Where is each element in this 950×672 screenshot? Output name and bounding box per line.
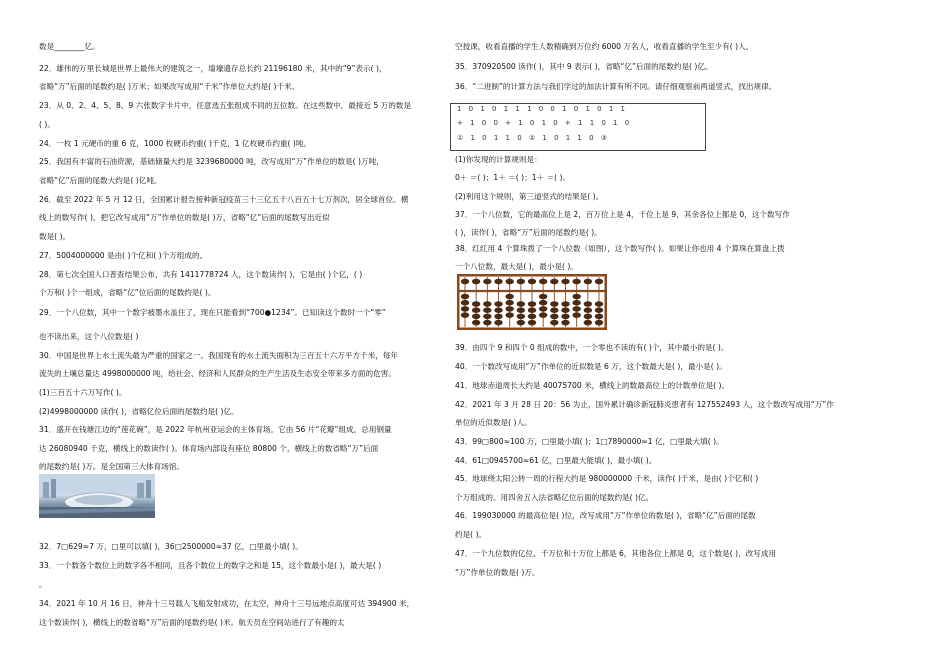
- q38-line1: 38．红红用 4 个算珠拨了一个八位数（如图），这个数写作( )。如果让你也用 4 个算珠在算盘上拨: [455, 244, 785, 253]
- abacus-bead: [539, 306, 547, 312]
- q47-line1: 47．一个九位数的亿位、千万位和十万位上都是 6，其他各位上都是 0，这个数是( )，改写成用: [455, 549, 777, 558]
- q24-line: 24．一枚 1 元硬币的重 6 克，1000 枚硬币约重( )千克，1 亿枚硬币约重( )吨。: [39, 139, 312, 148]
- q35-line: 35．370920500 读作( )，其中 9 表示( )，省略“亿”后面的尾数约是( )亿。: [455, 62, 713, 71]
- q34-line3: 空授课，收看直播的学生人数精确到万位约 6000 万名人，收看直播的学生至少有( )人。: [455, 42, 754, 51]
- abacus-bead: [517, 301, 525, 307]
- abacus-bead: [505, 306, 513, 312]
- q31-line1: 31．盛开在钱塘江边的“莲花碗”，是 2022 年杭州亚运会的主体育场。它由 56 片“花瓣”组成，总用钢量: [39, 425, 392, 434]
- abacus-bead: [472, 307, 480, 313]
- abacus-bead: [561, 301, 569, 307]
- abacus-bead: [505, 300, 513, 306]
- q33-line2: 。: [39, 580, 47, 589]
- abacus-bead: [461, 300, 469, 306]
- q37-line2: ( )，读作( )，省略“万”后面的尾数约是( )。: [455, 228, 602, 237]
- abacus-bead: [539, 312, 547, 318]
- abacus-bead: [472, 279, 480, 285]
- abacus-bead: [528, 301, 536, 307]
- abacus-bead: [461, 279, 469, 285]
- q25-line2: 省略“亿”后面的尾数大约是( )亿吨。: [39, 176, 162, 185]
- abacus-bead: [483, 320, 491, 326]
- abacus-bead: [461, 306, 469, 312]
- text-line: 数是________亿。: [39, 42, 100, 51]
- abacus-bead: [461, 312, 469, 318]
- abacus-bead: [572, 306, 580, 312]
- abacus-bead: [584, 279, 592, 285]
- abacus-bead: [528, 307, 536, 313]
- q34-line1: 34．2021 年 10 月 16 日，神舟十三号载人飞船发射成功，在太空，神舟十三号远地点高度可达 394900 米，: [39, 599, 415, 608]
- abacus-bead: [528, 314, 536, 320]
- abacus-bead: [494, 320, 502, 326]
- q30-line2: 流失的土壤总量达 4998000000 吨，给社会、经济和人民群众的生产生活及生态安全带来多方面的危害。: [39, 369, 396, 378]
- abacus-bead: [461, 294, 469, 300]
- q46-line2: 约是( )。: [455, 530, 487, 539]
- binary-row-3: ① 1 0 1 1 0 ② 1 0 1 1 0 ③: [457, 134, 610, 142]
- q45-line2: 个万组成的。用四舍五入法省略亿位后面的尾数约是( )亿。: [455, 493, 654, 502]
- abacus-bead: [494, 307, 502, 313]
- abacus-bead: [483, 307, 491, 313]
- q36-line: 36．“二进制”的计算方法与我们学过的加法计算有所不同。请仔细观察前两道竖式，找出规律。: [455, 82, 777, 91]
- abacus-bead: [483, 301, 491, 307]
- q42-line1: 42．2021 年 3 月 28 日 20：56 为止，国外累计确诊新冠肺炎患者有 127552493 人，这个数改写成用“万”作: [455, 400, 834, 409]
- q47-line2: “万”作单位的数是( )万。: [455, 568, 540, 577]
- abacus-bead: [517, 314, 525, 320]
- stadium-photo: [39, 474, 155, 518]
- abacus-bead: [505, 279, 513, 285]
- abacus-bead: [584, 301, 592, 307]
- abacus-bead: [539, 279, 547, 285]
- q34-line2: 这个数读作( )，横线上的数省略“万”后面的尾数约是( )米。航天员在空间站进行了有趣的太: [39, 618, 345, 627]
- abacus-bead: [572, 300, 580, 306]
- q26-line1: 26．截至 2022 年 5 月 12 日，全国累计报告接种新冠疫苗三十三亿五千八百五十七万剂次，居全球首位。横: [39, 195, 409, 204]
- q26-line2: 线上的数写作( )，把它改写成用“万”作单位的数是( )万，省略“亿”后面的尾数写出近似: [39, 213, 330, 222]
- q41-line: 41．地球赤道周长大约是 40075700 米，横线上的数最高位上的计数单位是( )。: [455, 381, 730, 390]
- q38-line2: 一个八位数，最大是( )，最小是( )。: [455, 262, 578, 271]
- abacus-bead: [584, 307, 592, 313]
- abacus-bead: [472, 320, 480, 326]
- q32-line: 32．7□629≈7 万，□里可以填( )，36□2500000≈37 亿，□里最小填( )。: [39, 542, 303, 551]
- abacus-bead: [561, 320, 569, 326]
- q46-line1: 46．199030000 的最高位是( )位，改写成用“万”作单位的数是( )，省略“亿”后面的尾数: [455, 511, 756, 520]
- abacus-bead: [572, 312, 580, 318]
- q28-line2: 个万和( )个一组成，省略“亿”位后面的尾数约是( )。: [39, 288, 216, 297]
- q30-line1: 30．中国是世界上水土流失最为严重的国家之一。我国现有的水土流失面积为三百五十六万平方千米，每年: [39, 351, 398, 360]
- abacus-bead: [595, 301, 603, 307]
- q30-sub2: (2)4998000000 读作( )，省略亿位后面的尾数约是( )亿。: [39, 407, 239, 416]
- q26-line3: 数是( )。: [39, 232, 71, 241]
- q39-line: 39．由四个 9 和四个 0 组成的数中，一个零也不读的有( )个，其中最小的是( )。: [455, 343, 729, 352]
- stadium-illustration: [39, 474, 155, 518]
- abacus-bead: [528, 320, 536, 326]
- q23-line2: ( )。: [39, 120, 55, 129]
- q22-line2: 省略“万”后面的尾数约是( )万米；如果改写成用“千米”作单位大约是( )千米。: [39, 82, 300, 91]
- q27-line: 27．5004000000 是由( )个亿和( )个万组成的。: [39, 251, 208, 260]
- abacus-bead: [595, 279, 603, 285]
- abacus-bead: [539, 294, 547, 300]
- q36-rules: 0＋ ＝( )；1＋ ＝( )；1＋ ＝( )。: [455, 173, 571, 182]
- abacus-bead: [595, 320, 603, 326]
- q30-sub1: (1)三百五十六万写作( )。: [39, 388, 127, 397]
- abacus-bead: [494, 279, 502, 285]
- q31-line2: 达 26080940 千克，横线上的数读作( )。体育场内部设有座位 80800 个，横线上的数省略“万”后面: [39, 444, 379, 453]
- q36-sub1: (1)你发现的计算规则是：: [455, 155, 542, 164]
- q25-line1: 25．我国有丰富的石油资源，基础储量大约是 3239680000 吨，改写成用“万”作单位的数是( )万吨，: [39, 157, 384, 166]
- q40-line: 40．一个数改写成用“万”作单位的近似数是 6 万，这个数最大是( )，最小是( )。: [455, 362, 727, 371]
- abacus-bead: [517, 279, 525, 285]
- abacus-bead: [505, 312, 513, 318]
- abacus-bead: [505, 294, 513, 300]
- abacus-rods: [461, 277, 603, 327]
- q22-line1: 22．雄伟的万里长城是世界上最伟大的建筑之一，墙壕遗存总长约 21196180 米，其中的“9”表示( )，: [39, 64, 387, 73]
- abacus-bead: [472, 301, 480, 307]
- abacus-bead: [595, 314, 603, 320]
- q33-line1: 33．一个数各个数位上的数字各不相同，且各个数位上的数字之和是 15，这个数最小是( )，最大是( ): [39, 561, 382, 570]
- abacus-bead: [472, 314, 480, 320]
- q23-line1: 23．从 0、2、4、5、8、9 六张数字卡片中，任意选五张组成不同的五位数。在这些数中，最接近 5 万的数是: [39, 101, 412, 110]
- q45-line1: 45．地球绕太阳公转一周的行程大约是 980000000 千米，读作( )千米，是由( )个亿和( ): [455, 474, 759, 483]
- binary-row-2: + 1 0 0 + 1 0 1 0 + 1 1 0 1 0: [457, 119, 632, 127]
- q31-line3: 的尾数约是( )万。是全国第三大体育场馆。: [39, 462, 185, 471]
- q43-line: 43．99□800≈100 万，□里最小填( )；1□7890000≈1 亿，□里最大填( )。: [455, 437, 724, 446]
- q29-line1: 29．一个八位数，其中一个数字被墨水盖住了，现在只能看到“700●1234”。已知读这个数时一个“零”: [39, 308, 386, 317]
- abacus-bead: [539, 300, 547, 306]
- abacus-bead: [517, 307, 525, 313]
- q37-line1: 37．一个八位数，它的最高位上是 2，百万位上是 4，千位上是 9，其余各位上都是 0，这个数写作: [455, 210, 790, 219]
- abacus-bead: [561, 307, 569, 313]
- abacus-bead: [550, 279, 558, 285]
- q44-line: 44．61□0945700≈61 亿，□里最大能填( )，最小填( )。: [455, 456, 657, 465]
- abacus-illustration: [457, 274, 607, 330]
- abacus-bead: [528, 279, 536, 285]
- abacus-bead: [483, 279, 491, 285]
- abacus-bead: [550, 314, 558, 320]
- abacus-bead: [572, 294, 580, 300]
- abacus-bead: [584, 314, 592, 320]
- q28-line1: 28．第七次全国人口普查结果公布，共有 1411778724 人，这个数读作( )，它是由( )个亿，( ): [39, 270, 363, 279]
- abacus-bead: [550, 320, 558, 326]
- abacus-bead: [572, 279, 580, 285]
- q29-line2: 也不读出来，这个八位数是( ): [39, 332, 139, 341]
- abacus-bead: [483, 314, 491, 320]
- abacus-bead: [517, 320, 525, 326]
- binary-row-1: 1 0 1 0 1 1 1 0 0 1 0 1 0 1 1: [457, 105, 628, 113]
- abacus-bead: [550, 301, 558, 307]
- q42-line2: 单位的近似数是( )人。: [455, 418, 532, 427]
- abacus-bead: [584, 320, 592, 326]
- binary-addition-figure: [450, 103, 706, 151]
- abacus-bead: [561, 279, 569, 285]
- q36-sub2: (2)利用这个规则，第三道竖式的结果是( )。: [455, 192, 604, 201]
- abacus-bead: [494, 314, 502, 320]
- abacus-bead: [561, 314, 569, 320]
- abacus-bead: [550, 307, 558, 313]
- abacus-bead: [595, 307, 603, 313]
- abacus-bead: [494, 301, 502, 307]
